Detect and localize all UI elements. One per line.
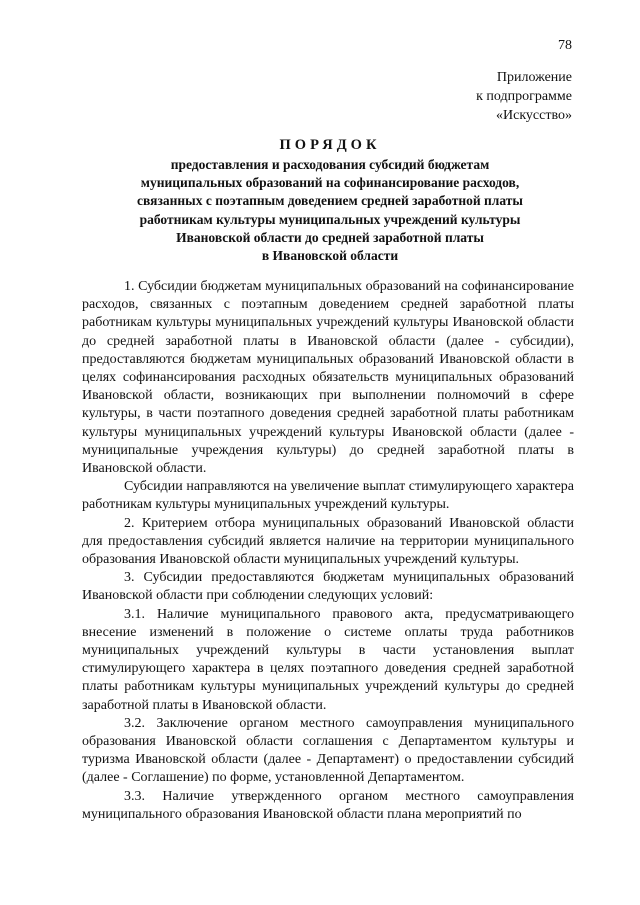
title-line: муниципальных образований на софинансирование расходов, xyxy=(140,175,520,191)
title-subtitle xyxy=(100,156,560,265)
paragraph: 2. Критерием отбора муниципальных образований Ивановской области для предоставления субсидий является наличие на территории муниципального образования Ивановской области муниципальных учреждений культуры. xyxy=(82,515,574,568)
paragraph: 1. Субсидии бюджетам муниципальных образований на софинансирование расходов, связанных с поэтапным доведением средней заработной платы работникам культуры муниципальных учреждений культуры Ивановской области до средней заработной платы в Ивановской области (далее - субсидии), предоставляются бюджетам муниципальных образований Ивановской области в целях софинансирования расходных обязательств муниципальных образований Ивановской области, возникающих при выполнении полномочий в сфере культуры, в части поэтапного доведения средней заработной платы работникам культуры муниципальных учреждений культуры Ивановской области (далее - муниципальные учреждения культуры) до средней заработной платы в Ивановской области. xyxy=(82,279,574,477)
title-line: Ивановской области до средней заработной платы xyxy=(176,229,484,245)
appendix-line: к подпрограмме xyxy=(476,89,572,104)
paragraph: Субсидии направляются на увеличение выплат стимулирующего характера работникам культуры муниципальных учреждений культуры. xyxy=(82,479,574,513)
appendix-line: Приложение xyxy=(496,70,572,85)
document-body xyxy=(82,278,574,824)
appendix-note xyxy=(476,68,572,125)
paragraph: 3.3. Наличие утвержденного органом местного самоуправления муниципального образования Ивановской области плана мероприятий по xyxy=(82,788,574,822)
title-line: предоставления и расходования субсидий бюджетам xyxy=(170,157,490,172)
paragraph: 3.1. Наличие муниципального правового акта, предусматривающего внесение изменений в положение о системе оплаты труда работников муниципальных учреждений культуры в части установления выплат стимулирующего характера в целях поэтапного доведения средней заработной платы работникам культуры муниципальных учреждений культуры до средней заработной платы в Ивановской области. xyxy=(82,606,574,713)
title-line: связанных с поэтапным доведением средней заработной платы xyxy=(137,193,523,209)
appendix-line: «Искусство» xyxy=(496,108,572,123)
title-heading: ПОРЯДОК xyxy=(279,137,381,153)
paragraph: 3. Субсидии предоставляются бюджетам муниципальных образований Ивановской области при соблюдении следующих условий: xyxy=(82,570,574,604)
title-line: работникам культуры муниципальных учреждений культуры xyxy=(139,211,521,227)
page-number: 78 xyxy=(558,38,572,53)
paragraph: 3.2. Заключение органом местного самоуправления муниципального образования Ивановской области соглашения с Департаментом культуры и туризма Ивановской области (далее - Департамент) о предоставлении субсидий (далее - Соглашение) по форме, установленной Департаментом. xyxy=(82,715,574,786)
document-title xyxy=(100,136,560,265)
title-line: в Ивановской области xyxy=(261,248,399,264)
